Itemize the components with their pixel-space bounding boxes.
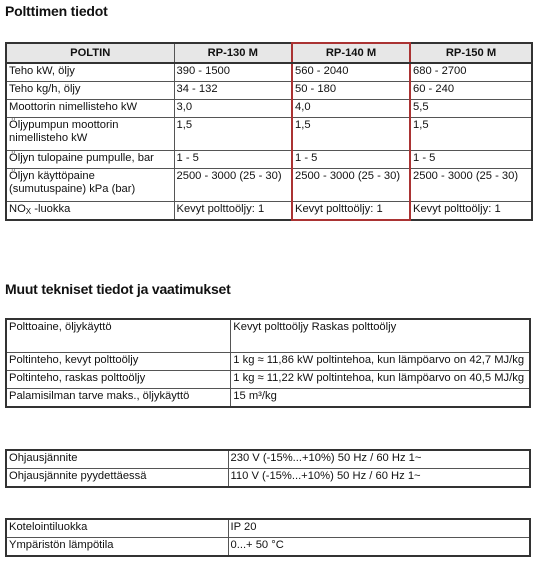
cell-value: 110 V (-15%...+10%) 50 Hz / 60 Hz 1~ — [228, 469, 530, 488]
table-row — [6, 319, 530, 353]
cell-value: 50 - 180 — [292, 82, 410, 100]
row-label: Öljyn tulopaine pumpulle, bar — [6, 151, 174, 169]
header-rp-150: RP-150 M — [410, 43, 532, 63]
table-row — [6, 63, 532, 82]
nox-main: NO — [9, 203, 26, 215]
cell-value: 60 - 240 — [410, 82, 532, 100]
row-label-nox — [6, 202, 174, 221]
cell-value: 680 - 2700 — [410, 63, 532, 82]
control-voltage-table — [5, 449, 531, 488]
row-label: Öljypumpun moottorin nimellisteho kW — [6, 118, 174, 151]
row-label: Kotelointiluokka — [6, 519, 228, 538]
cell-value: Kevyt polttoöljy Raskas polttoöljy — [231, 319, 530, 353]
cell-value: 1 - 5 — [292, 151, 410, 169]
cell-value: 1 - 5 — [410, 151, 532, 169]
nox-suffix: -luokka — [34, 203, 71, 215]
cell-value: 0...+ 50 °C — [228, 538, 530, 557]
table-row — [6, 469, 530, 488]
fuel-specs-table — [5, 318, 531, 408]
table-row — [6, 450, 530, 469]
table-row — [6, 151, 532, 169]
cell-value: 1 kg ≈ 11,22 kW poltintehoa, kun lämpöarvo on 40,5 MJ/kg — [231, 371, 530, 389]
cell-value: 1,5 — [410, 118, 532, 151]
table-row — [6, 371, 530, 389]
row-label: Palamisilman tarve maks., öljykäyttö — [6, 389, 231, 408]
table-row — [6, 169, 532, 202]
cell-value: 3,0 — [174, 100, 292, 118]
row-label: Poltinteho, kevyt polttoöljy — [6, 353, 231, 371]
cell-value: Kevyt polttoöljy: 1 — [410, 202, 532, 221]
row-label: Ympäristön lämpötila — [6, 538, 228, 557]
cell-value: IP 20 — [228, 519, 530, 538]
table-header-row — [6, 43, 532, 63]
cell-value: 2500 - 3000 (25 - 30) — [292, 169, 410, 202]
cell-value: 2500 - 3000 (25 - 30) — [174, 169, 292, 202]
header-rp-130: RP-130 M — [174, 43, 292, 63]
row-label: Moottorin nimellisteho kW — [6, 100, 174, 118]
row-label: Öljyn käyttöpaine (sumutuspaine) kPa (bar) — [6, 169, 174, 202]
row-label: Ohjausjännite pyydettäessä — [6, 469, 228, 488]
table-row — [6, 118, 532, 151]
header-rp-140: RP-140 M — [292, 43, 410, 63]
row-label: Ohjausjännite — [6, 450, 228, 469]
cell-value: 1,5 — [292, 118, 410, 151]
nox-sub: X — [25, 207, 32, 216]
cell-value: Kevyt polttoöljy: 1 — [174, 202, 292, 221]
cell-value: 4,0 — [292, 100, 410, 118]
cell-value: 390 - 1500 — [174, 63, 292, 82]
table-row — [6, 389, 530, 408]
header-poltin: POLTIN — [6, 43, 174, 63]
cell-value: 1,5 — [174, 118, 292, 151]
table-row — [6, 82, 532, 100]
table-row — [6, 519, 530, 538]
row-label: Polttoaine, öljykäyttö — [6, 319, 231, 353]
enclosure-table — [5, 518, 531, 557]
table-row — [6, 353, 530, 371]
table-row — [6, 100, 532, 118]
cell-value: 34 - 132 — [174, 82, 292, 100]
cell-value: 15 m³/kg — [231, 389, 530, 408]
cell-value: 1 kg ≈ 11,86 kW poltintehoa, kun lämpöarvo on 42,7 MJ/kg — [231, 353, 530, 371]
row-label: Teho kW, öljy — [6, 63, 174, 82]
cell-value: 1 - 5 — [174, 151, 292, 169]
section-title-burner-data: Polttimen tiedot — [5, 3, 108, 19]
row-label: Poltinteho, raskas polttoöljy — [6, 371, 231, 389]
section-title-other-specs: Muut tekniset tiedot ja vaatimukset — [5, 281, 231, 297]
table-row — [6, 202, 532, 221]
burner-data-table — [5, 42, 533, 221]
cell-value: 230 V (-15%...+10%) 50 Hz / 60 Hz 1~ — [228, 450, 530, 469]
cell-value: 560 - 2040 — [292, 63, 410, 82]
cell-value: Kevyt polttoöljy: 1 — [292, 202, 410, 221]
row-label: Teho kg/h, öljy — [6, 82, 174, 100]
cell-value: 2500 - 3000 (25 - 30) — [410, 169, 532, 202]
cell-value: 5,5 — [410, 100, 532, 118]
table-row — [6, 538, 530, 557]
